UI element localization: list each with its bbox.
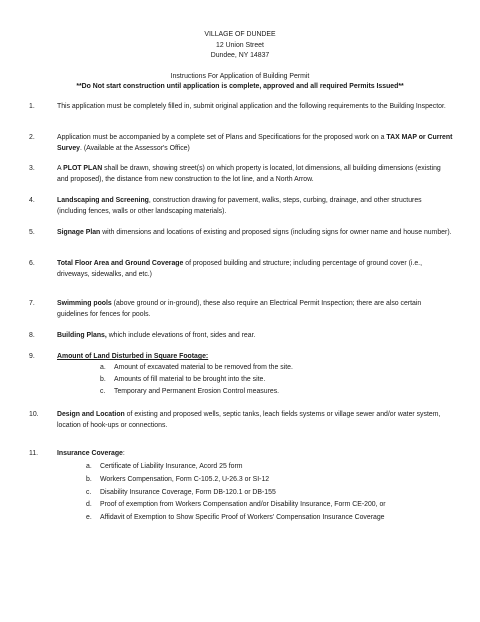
- city-address: Dundee, NY 14837: [210, 52, 270, 59]
- item-text: Signage Plan with dimensions and locations of existing and proposed signs (including signs for owner name and house number).: [57, 229, 452, 236]
- document-header: [0, 30, 480, 93]
- street-address: 12 Union Street: [216, 41, 264, 49]
- item-text: Amount of Land Disturbed in Square Footage:: [57, 353, 209, 360]
- item-number: 3.: [29, 165, 35, 172]
- item-number: 8.: [29, 332, 35, 339]
- instructions-title: Instructions For Application of Building Permit: [170, 72, 310, 80]
- item-number: 2.: [29, 134, 35, 141]
- item-number: 9.: [29, 353, 35, 360]
- item-number: 5.: [29, 229, 35, 236]
- item-text: Swimming pools (above ground or in-ground), these also require an Electrical Permit Inspection; there are also certain guidelines for fences for pools.: [57, 300, 422, 318]
- item-text: Total Floor Area and Ground Coverage of proposed building and structure; including percentage of ground cover (i.e., driveways, sidewalks, and etc.): [57, 260, 422, 278]
- item-number: 10.: [29, 411, 39, 418]
- item-text: Landscaping and Screening, construction drawing for pavement, walks, steps, curbing, drainage, and other structures (including fences, walls or other landscaping materials).: [57, 197, 422, 215]
- warning-notice: **Do Not start construction until application is complete, approved and all required Permits Issued**: [76, 83, 404, 90]
- item-number: 7.: [29, 300, 35, 307]
- org-name: VILLAGE OF DUNDEE: [204, 31, 276, 38]
- item-text: A PLOT PLAN shall be drawn, showing street(s) on which property is located, lot dimensions, all building dimensions (existing and proposed), the distance from new construction to the lot line, and a North Arrow.: [57, 165, 441, 183]
- item-text: This application must be completely filled in, submit original application and the following requirements to the Building Inspector.: [57, 103, 446, 110]
- item-text: Insurance Coverage:: [57, 450, 125, 457]
- item-text: Building Plans, which include elevations of front, sides and rear.: [57, 332, 256, 339]
- item-number: 1.: [29, 103, 35, 110]
- item-number: 6.: [29, 260, 35, 267]
- item-number: 11.: [29, 450, 39, 457]
- item-text: Application must be accompanied by a complete set of Plans and Specifications for the proposed work on a TAX MAP or Current Survey. (Available at the Assessor's Office): [57, 134, 453, 152]
- document-page: VILLAGE OF DUNDEE 12 Union Street Dundee, NY 14837 Instructions For Application of Building Permit **Do Not start construction until application is complete, approved and all required Permits Issued** 1. This application must be completely filled in, submit original application and the following requirements to the Building Inspector. 2. Application must be accompanied by a complete set of Plans and Specifications for the proposed work on a TAX MAP or Current Survey. (Available at the Assessor's Office) 3. A PLOT PLAN shall be drawn, showing street(s) on which property is located, lot dimensions, all building dimensions (existing and proposed), the distance from new construction to the lot line, and a North Arrow. 4. Landscaping and Screening, construction drawing for pavement, walks, steps, curbing, drainage, and other structures (including fences, walls or other landscaping materials). 5. Signage Plan with dimensions and locations of existing and proposed signs (including signs for owner name and house number). 6. Total Floor Area and Ground Coverage of proposed building and structure; including percentage of ground cover (i.e., driveways, sidewalks, and etc.) 7. Swimming pools (above ground or in-ground), these also require an Electrical Permit Inspection; there are also certain guidelines for fences for pools. 8. Building Plans, which include elevations of front, sides and rear. 9. Amount of Land Disturbed in Square Footage: a. Amount of excavated material to be removed from the site. b. Amounts of fill material to be brought into the site. c. Temporary and Permanent Erosion Control measures. 10. Design and Location of existing and proposed wells, septic tanks, leach fields systems or village sewer and/or water system, location of hook-ups or connections. 11. Insurance Coverage: a. Certificate of Liability Insurance, Acord 25 form b. Workers Compensation, Form C-105.2, U-26.3 or SI-12 c. Disability Insurance Coverage, Form DB-120.1 or DB-155 d. Proof of exemption from Workers Compensation and/or Disability Insurance, Form CE-200, or e. Affidavit of Exemption to Show Specific Proof of Workers' Compensation Insurance Coverage: [0, 0, 480, 622]
- item-text: Design and Location of existing and proposed wells, septic tanks, leach fields systems or village sewer and/or water system, location of hook-ups or connections.: [57, 411, 441, 429]
- item-number: 4.: [29, 197, 35, 204]
